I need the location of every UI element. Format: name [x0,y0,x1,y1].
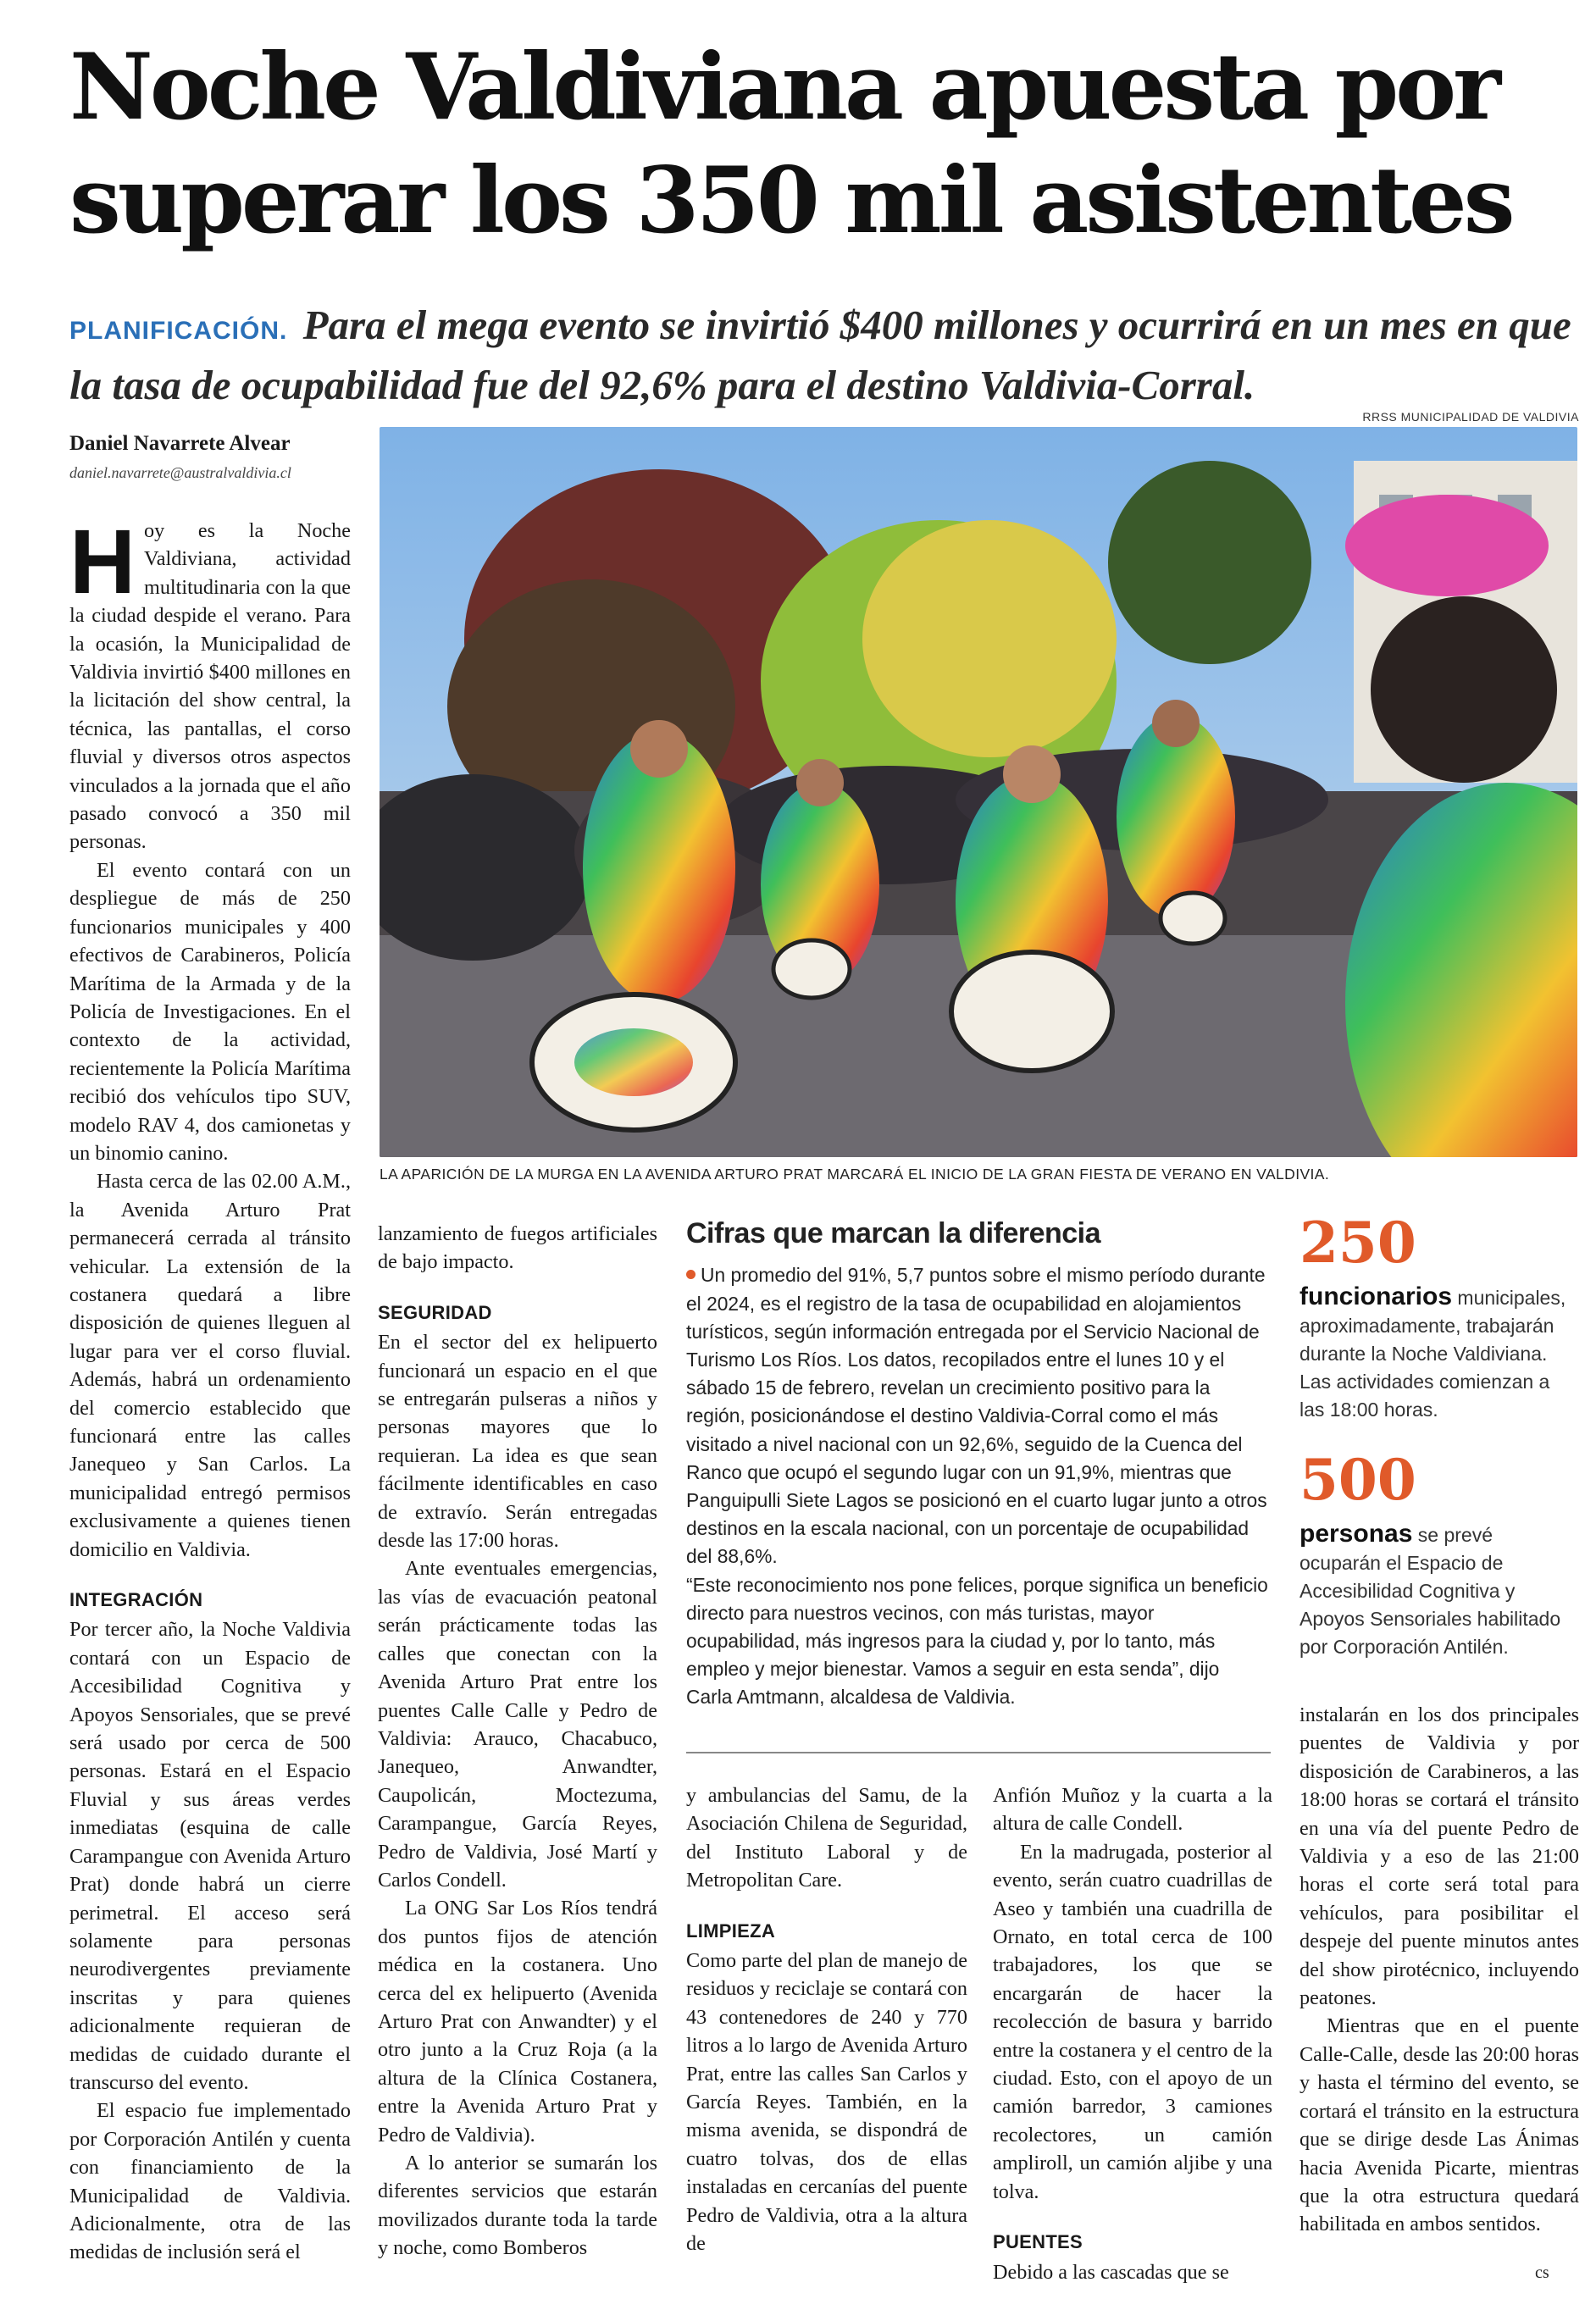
stat-number: 500 [1300,1447,1416,1513]
figures-box [686,1217,1269,1712]
article-column-5 [1300,1701,1579,2239]
body-paragraph: Ante eventuales emergencias, las vías de evacuación peatonal serán prácticamente todas las calles que conectan con la Avenida Arturo Prat entre los puentes Calle Calle y Pedro de Valdivia: Arauco, Chacabuco, Janequeo, Anwandter, Caupolicán, Moctezuma, Carampangue, García Reyes, Pedro de Valdivia, José Martí y Carlos Condell. [378,1557,657,1892]
body-paragraph: Mientras que en el puente Calle-Calle, desde las 20:00 horas y hasta el término del evento, se cortará el tránsito en la estructura que se dirige desde Las Ánimas hacia Avenida Picarte, mientras que la otra estructura quedará habilitada en ambos sentidos. [1300,2014,1579,2236]
subhead-limpieza: LIMPIEZA [686,1919,776,1942]
deck [69,298,1577,413]
body-paragraph: La ONG Sar Los Ríos tendrá dos puntos fijos de atención médica en la costanera. Uno cerca del ex helipuerto (Avenida Arturo Prat con Anwandter) y el otro junto a la Cruz Roja (a la altura de la Clínica Costanera, entre la Avenida Arturo Prat y Pedro de Valdivia). [378,1897,657,2147]
stat-personas [1300,1447,1579,1661]
deck-kicker: PLANIFICACIÓN. [69,317,288,345]
main-photo [380,427,1577,1157]
box-divider [686,1752,1271,1753]
article-column-1 [69,510,351,2267]
subhead-integracion: INTEGRACIÓN [69,1589,203,1611]
photo-credit: RRSS MUNICIPALIDAD DE VALDIVIA [1362,410,1579,424]
end-mark: cs [1535,2263,1549,2282]
body-paragraph: A lo anterior se sumarán los diferentes servicios que estarán movilizados durante toda la tarde y noche, como Bomberos [378,2152,657,2260]
stat-text: funcionarios municipales, aproximadamente, trabajarán durante la Noche Valdiviana. Las actividades comienzan a las 18:00 horas. [1300,1282,1566,1421]
headline: Noche Valdiviana apuesta por superar los 350 mil asistentes [69,34,1512,254]
body-paragraph: Por tercer año, la Noche Valdivia contará con un Espacio de Accesibilidad Cognitiva y Apoyos Sensoriales, que se prevé será usado por cerca de 500 personas. Estará en el Espacio Fluvial y sus áreas verdes inmediatas (esquina de calle Carampangue con Avenida Arturo Prat) donde habrá un cierre perimetral. El acceso será solamente para personas neurodivergentes previamente inscritas y para quienes adicionalmente requieran de medidas de cuidado durante el transcurso del evento. [69,1618,351,2094]
box-title: Cifras que marcan la diferencia [686,1217,1101,1249]
author-email: daniel.navarrete@australvaldivia.cl [69,464,291,481]
body-paragraph: Hasta cerca de las 02.00 A.M., la Avenida Arturo Prat permanecerá cerrada al tránsito vehicular. La extensión de la costanera quedará a libre disposición de quienes lleguen al lugar para ver el corso fluvial. Además, habrá un ordenamiento del comercio establecido que funcionará entre las calles Janequeo y San Carlos. La municipalidad entregó permisos exclusivamente a quienes tienen domicilio en Valdivia. [69,1170,351,1561]
body-paragraph: El evento contará con un despliegue de más de 250 funcionarios municipales y 400 efectivos de Carabineros, Policía Marítima de la Armada y de la Policía de Investigaciones. En el contexto de la actividad, recientemente la Policía Marítima recibió dos vehículos tipo SUV, modelo RAV 4, dos camionetas y un binomio canino. [69,858,351,1165]
stat-funcionarios [1300,1210,1579,1424]
body-paragraph: El espacio fue implementado por Corporación Antilén y cuenta con financiamiento de la Municipalidad de Valdivia. Adicionalmente, otra de las medidas de inclusión será el [69,2099,351,2264]
body-paragraph: Anfión Muñoz y la cuarta a la altura de calle Condell. [993,1784,1272,1836]
subhead-seguridad: SEGURIDAD [378,1301,492,1323]
body-paragraph: y ambulancias del Samu, de la Asociación Chilena de Seguridad, del Instituto Laboral y de Metropolitan Care. [686,1784,967,1892]
body-paragraph: Hoy es la Noche Valdiviana, actividad multitudinaria con la que la ciudad despide el verano. Para la ocasión, la Municipalidad de Valdivia invirtió $400 millones en la licitación del show central, la técnica, las pantallas, el corso fluvial y diversos otros aspectos vinculados a la jornada que el año pasado convocó a 350 mil personas. [69,510,351,854]
body-paragraph: Debido a las cascadas que se [993,2260,1229,2284]
stat-text: personas se prevé ocuparán el Espacio de Accesibilidad Cognitiva y Apoyos Sensoriales habilitado por Corporación Antilén. [1300,1520,1561,1658]
article-column-2 [378,1220,657,2263]
drop-cap: H [69,510,136,612]
bullet-dot-icon [686,1270,695,1279]
article-column-4 [993,1781,1272,2286]
body-paragraph: En el sector del ex helipuerto funcionará un espacio en el que se entregarán pulseras a niños y personas mayores que lo requieran. La idea es que sean fácilmente identificables en caso de extravío. Serán entregadas desde las 17:00 horas. [378,1331,657,1553]
author-name: Daniel Navarrete Alvear [69,432,291,455]
deck-text: Para el mega evento se invirtió $400 millones y ocurrirá en un mes en que la tasa de ocupabilidad fue del 92,6% para el destino Valdivia-Corral. [69,302,1571,408]
article-column-3 [686,1781,967,2258]
box-paragraph: Un promedio del 91%, 5,7 puntos sobre el mismo período durante el 2024, es el registro de la tasa de ocupabilidad en alojamientos turísticos, según información entregada por el Servicio Nacional de Turismo Los Ríos. Los datos, recopilados entre el lunes 10 y el sábado 15 de febrero, revelan un crecimiento positivo para la región, posicionándose el destino Valdivia-Corral como el más visitado a nivel nacional con un 92,6%, seguido de la Cuenca del Ranco que ocupó el segundo lugar con un 91,9%, mientras que Panguipulli Siete Lagos se posicionó en el cuarto lugar junto a otros destinos en la escala nacional, con un porcentaje de ocupabilidad del 88,6%. [686,1264,1267,1568]
body-paragraph: lanzamiento de fuegos artificiales de bajo impacto. [378,1222,657,1274]
photo-caption: LA APARICIÓN DE LA MURGA EN LA AVENIDA ARTURO PRAT MARCARÁ EL INICIO DE LA GRAN FIESTA DE VERANO EN VALDIVIA. [380,1166,1330,1183]
subhead-puentes: PUENTES [993,2231,1083,2253]
body-paragraph: Como parte del plan de manejo de residuos y reciclaje se contará con 43 contenedores de 240 y 770 litros a lo largo de Avenida Arturo Prat, entre las calles San Carlos y García Reyes. También, en la misma avenida, se dispondrá de cuatro tolvas, dos de ellas instaladas en cercanías del puente Pedro de Valdivia, otra a la altura de [686,1949,967,2256]
box-quote: “Este reconocimiento nos pone felices, porque significa un beneficio directo para nuestros vecinos, con más turistas, mayor ocupabilidad, más ingresos para la ciudad y, por lo tanto, más empleo y mejor bienestar. Vamos a seguir en esta senda”, dijo Carla Amtmann, alcaldesa de Valdivia. [686,1573,1268,1709]
body-paragraph: En la madrugada, posterior al evento, serán cuatro cuadrillas de Aseo y también una cuadrilla de Ornato, en total cerca de 100 trabajadores, los que se encargarán de hacer la recolección de basura y barrido entre la costanera y el centro de la ciudad. Esto, con el apoyo de un camión barredor, 3 camiones recolectores, un camión ampliroll, un camión aljibe y una tolva. [993,1840,1272,2203]
stat-number: 250 [1300,1210,1416,1276]
body-paragraph: instalarán en los dos principales puentes de Valdivia y por disposición de Carabineros, a las 18:00 horas se cortará el tránsito en una vía del puente Pedro de Valdivia y a eso de las 21:00 horas el corte será total para vehículos, para posibilitar el despeje del puente minutos antes del show pirotécnico, incluyendo peatones. [1300,1703,1579,2010]
parade-illustration [380,427,1577,1157]
